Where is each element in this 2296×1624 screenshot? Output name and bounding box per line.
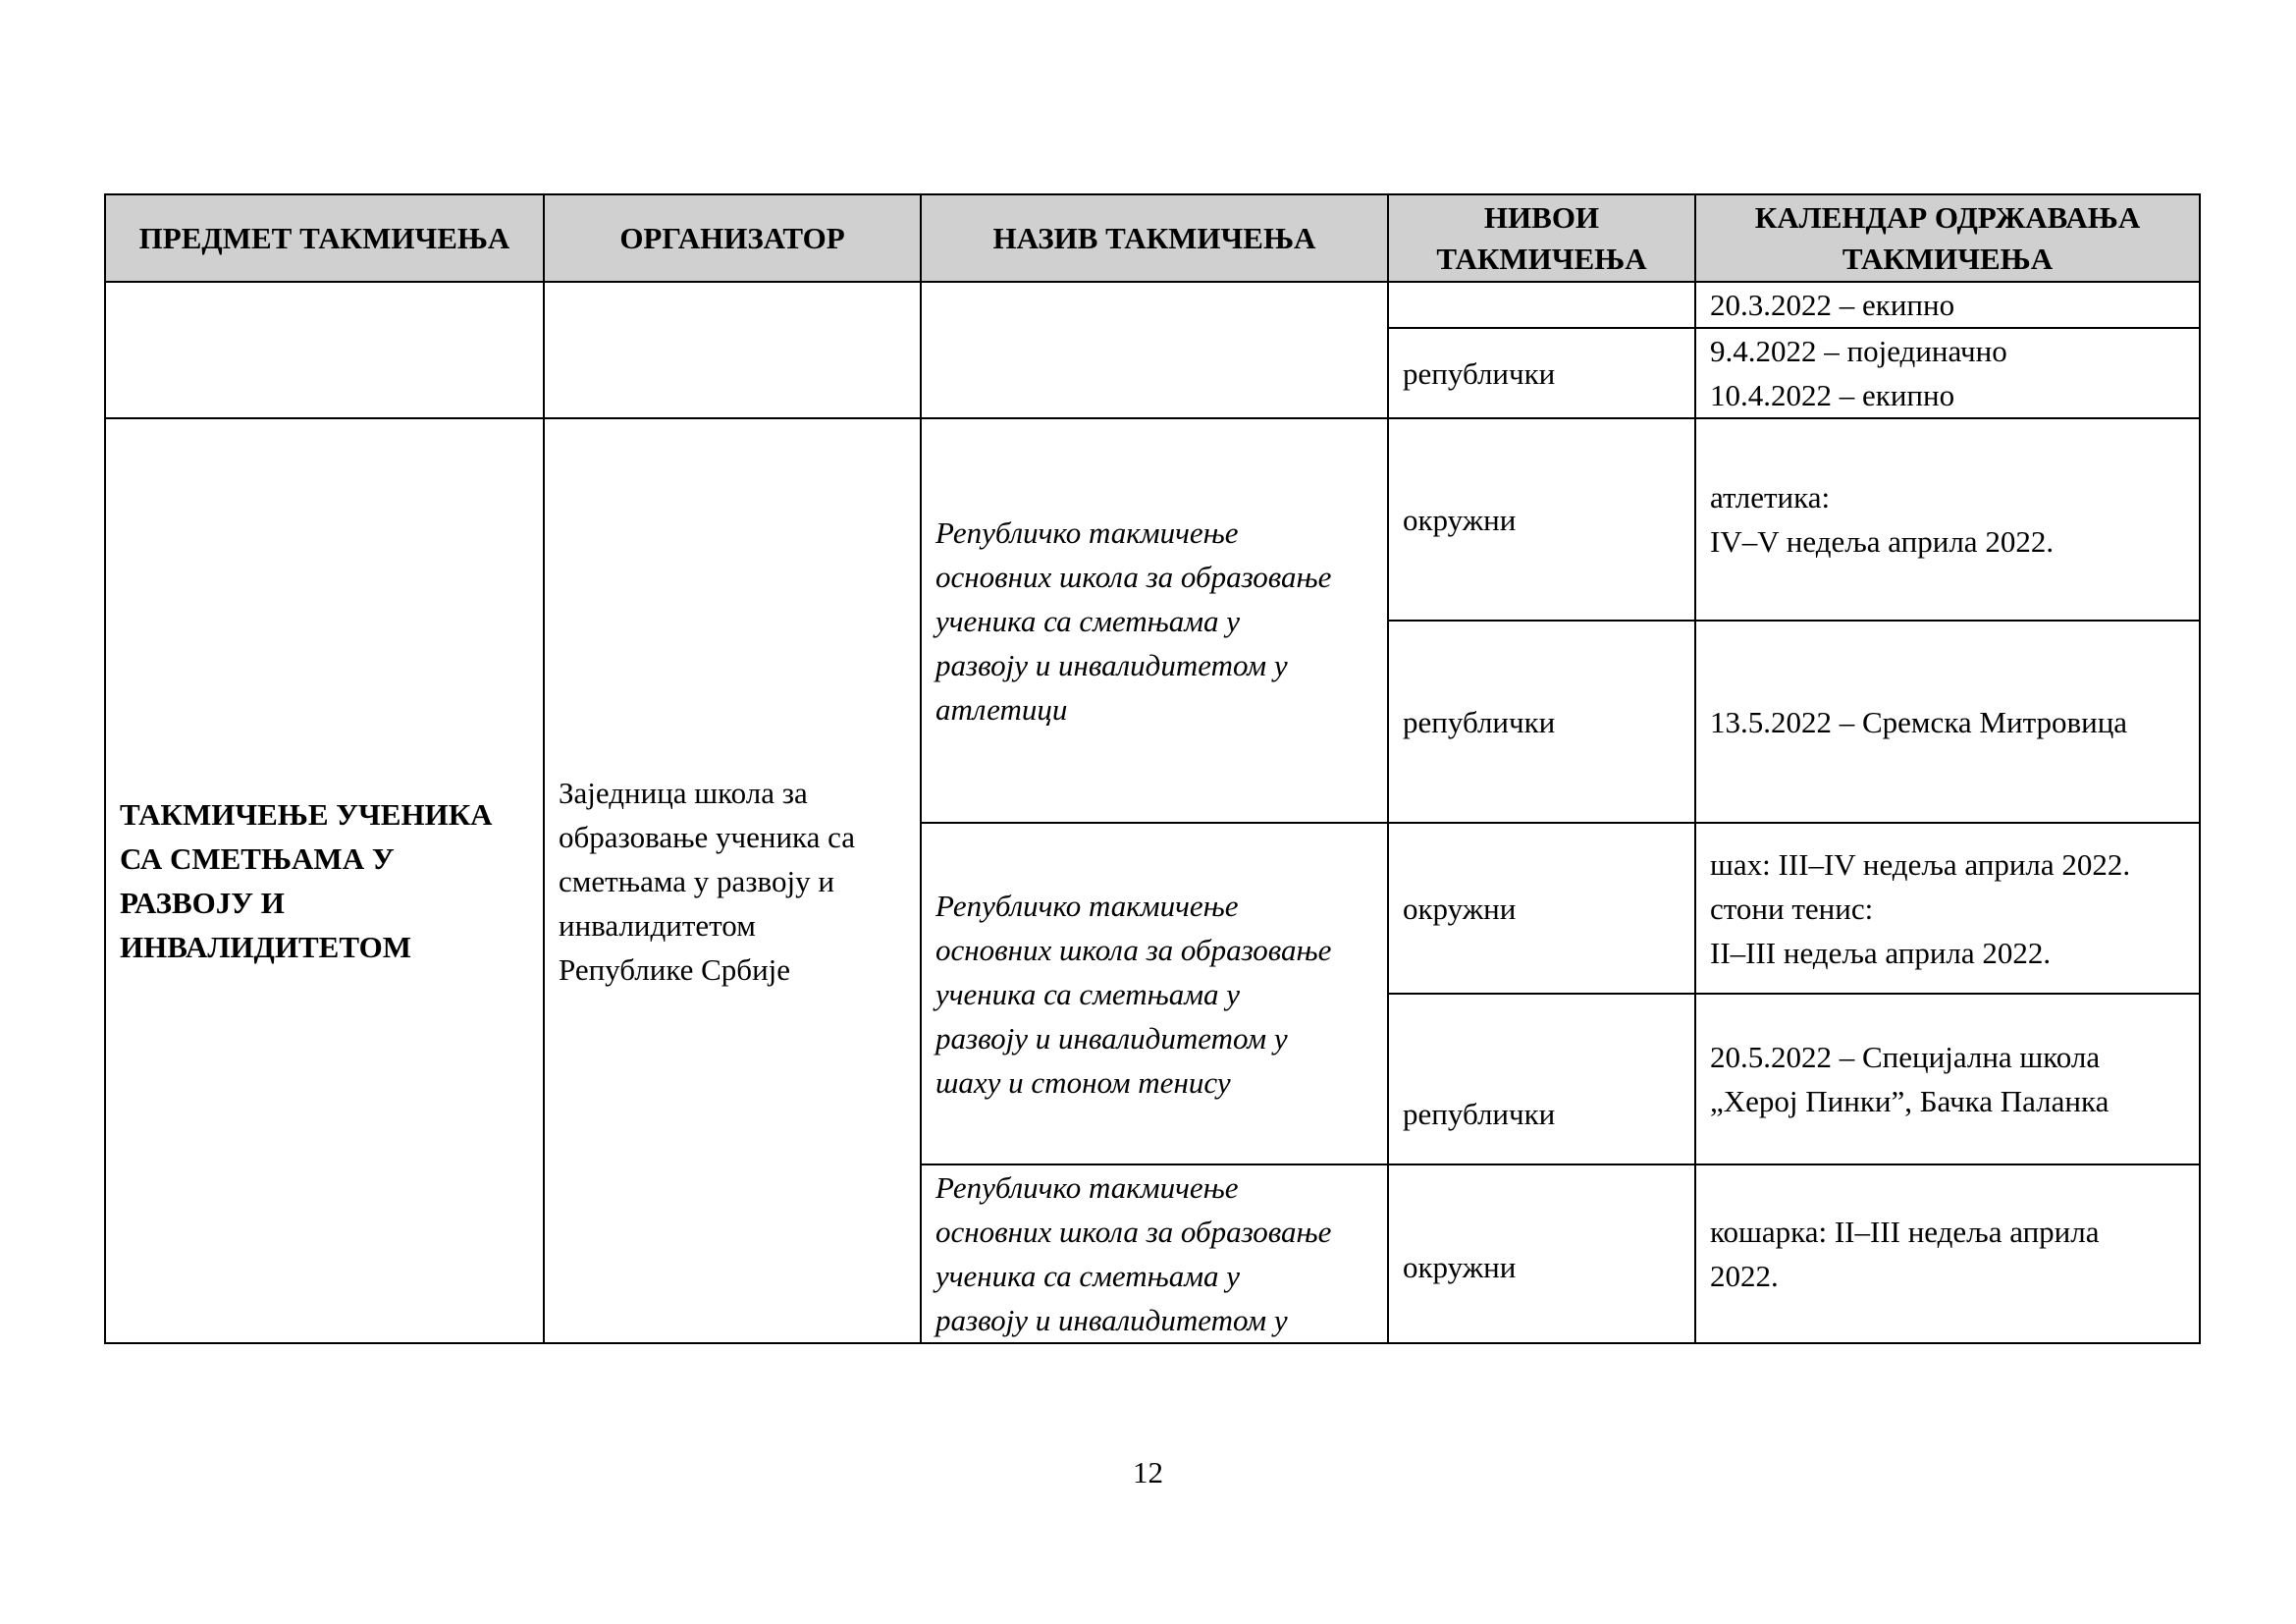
header-calendar: КАЛЕНДАР ОДРЖАВАЊА ТАКМИЧЕЊА [1695,194,2200,282]
table-row [105,282,2200,328]
header-name: НАЗИВ ТАКМИЧЕЊА [921,194,1388,282]
level-cell: републички [1388,994,1695,1164]
subject-cell: ТАКМИЧЕЊЕ УЧЕНИКА СА СМЕТЊАМА У РАЗВОЈУ И ИНВАЛИДИТЕТОМ [105,418,544,1343]
calendar-cell: кошарка: II–III недеља априла 2022. [1695,1164,2200,1343]
empty-name-cell [921,282,1388,418]
competition-name-cell: Републичко такмичење основних школа за образовање ученика са сметњама у развоју и инвалидитетом у [921,1164,1388,1343]
calendar-cell: 20.3.2022 – екипно [1695,282,2200,328]
competition-name-cell: Републичко такмичење основних школа за образовање ученика са сметњама у развоју и инвалидитетом у шаху и стоном тенису [921,823,1388,1164]
calendar-cell: 9.4.2022 – појединачно 10.4.2022 – екипно [1695,328,2200,418]
organizer-cell: Заједница школа за образовање ученика са сметњама у развоју и инвалидитетом Републике Србије [544,418,921,1343]
table-header-row [105,194,2200,282]
header-organizer: ОРГАНИЗАТОР [544,194,921,282]
empty-level-cell [1388,282,1695,328]
competition-name-cell: Републичко такмичење основних школа за образовање ученика са сметњама у развоју и инвалидитетом у атлетици [921,418,1388,823]
header-levels: НИВОИ ТАКМИЧЕЊА [1388,194,1695,282]
calendar-cell: 20.5.2022 – Специјална школа „Херој Пинки”, Бачка Паланка [1695,994,2200,1164]
page-number: 12 [1133,1455,1163,1489]
calendar-cell: 13.5.2022 – Сремска Митровица [1695,621,2200,823]
calendar-cell: шах: III–IV недеља априла 2022. стони тенис: II–III недеља априла 2022. [1695,823,2200,994]
empty-organizer-cell [544,282,921,418]
empty-subject-cell [105,282,544,418]
competition-calendar-table [104,193,2201,1344]
level-cell: окружни [1388,1164,1695,1343]
level-cell: републички [1388,621,1695,823]
header-subject: ПРЕДМЕТ ТАКМИЧЕЊА [105,194,544,282]
level-cell: републички [1388,328,1695,418]
calendar-cell: атлетика: IV–V недеља априла 2022. [1695,418,2200,621]
level-cell: окружни [1388,823,1695,994]
table-row [105,418,2200,621]
level-cell: окружни [1388,418,1695,621]
